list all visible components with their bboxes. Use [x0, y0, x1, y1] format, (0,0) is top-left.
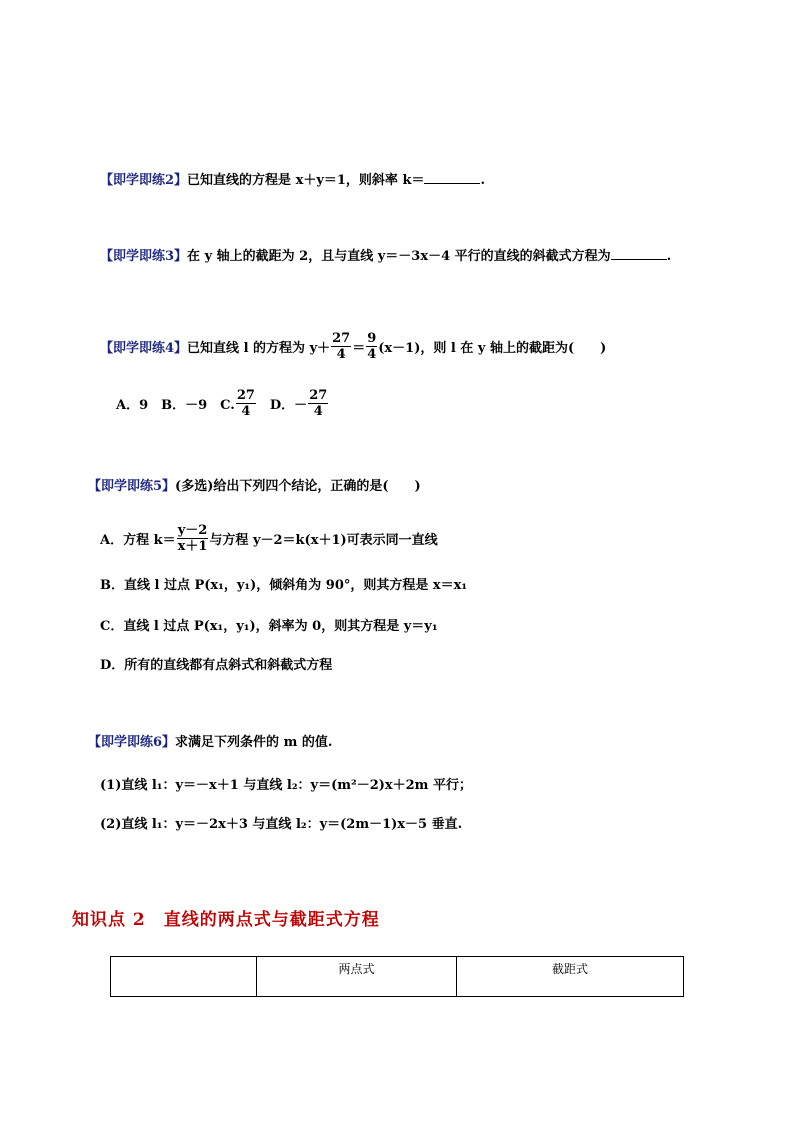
denominator: 4	[313, 404, 323, 419]
option-b: B．直线 l 过点 P(x₁，y₁)，倾斜角为 90°，则其方程是 x＝x₁	[100, 578, 468, 593]
knowledge-table	[110, 956, 684, 997]
option-text: A．方程 k＝	[100, 533, 176, 548]
exercise-text: (多选)给出下列四个结论，正确的是( )	[175, 479, 421, 494]
section-heading: 知识点 2 直线的两点式与截距式方程	[72, 910, 380, 930]
exercise-3	[100, 247, 671, 267]
exercise-tag: 【即学即练5】	[88, 479, 176, 494]
equals-sign: ＝	[352, 341, 366, 356]
denominator: 4	[241, 404, 251, 419]
numerator: y－2	[177, 523, 208, 538]
exercise-5	[88, 477, 421, 497]
exercise-tag: 【即学即练2】	[100, 173, 188, 188]
exercise-4-options	[116, 390, 329, 421]
exercise-6-part-1: (1)直线 l₁：y＝－x＋1 与直线 l₂：y＝(m²－2)x＋2m 平行；	[100, 778, 472, 793]
exercise-text: (x－1)，则 l 在 y 轴上的截距为( )	[378, 341, 607, 356]
exercise-text: 已知直线的方程是 x＋y＝1，则斜率 k＝	[187, 173, 425, 188]
option-text: A．9 B．－9 C.	[116, 398, 235, 413]
option-text: D．－	[256, 398, 308, 413]
fraction	[177, 523, 209, 554]
option-a	[100, 525, 438, 556]
exercise-4	[100, 333, 606, 364]
fraction	[366, 331, 377, 362]
exercise-tag: 【即学即练3】	[100, 249, 188, 264]
answer-blank	[611, 247, 667, 260]
option-c: C．直线 l 过点 P(x₁，y₁)，斜率为 0，则其方程是 y＝y₁	[100, 619, 438, 634]
denominator: 4	[367, 347, 377, 362]
exercise-tag: 【即学即练4】	[100, 341, 188, 356]
numerator: 27	[332, 331, 351, 346]
table-header-cell: 两点式	[257, 957, 457, 997]
exercise-text: 在 y 轴上的截距为 2，且与直线 y＝－3x－4 平行的直线的斜截式方程为	[187, 249, 611, 264]
exercise-6-part-2: (2)直线 l₁：y＝－2x＋3 与直线 l₂：y＝(2m－1)x－5 垂直.	[100, 817, 463, 832]
fraction	[308, 388, 328, 419]
table-header-cell	[111, 957, 257, 997]
table-row	[111, 957, 684, 997]
answer-blank	[424, 171, 480, 184]
fraction	[236, 388, 256, 419]
exercise-2	[100, 171, 485, 191]
exercise-6	[88, 733, 332, 753]
punct: .	[666, 249, 672, 264]
exercise-tag: 【即学即练6】	[88, 735, 176, 750]
fraction	[331, 331, 351, 362]
denominator: 4	[336, 347, 346, 362]
numerator: 27	[309, 388, 328, 403]
option-d: D．所有的直线都有点斜式和斜截式方程	[100, 658, 333, 673]
option-text: 与方程 y－2＝k(x＋1)可表示同一直线	[209, 533, 438, 548]
exercise-text: 求满足下列条件的 m 的值.	[175, 735, 333, 750]
numerator: 9	[367, 331, 377, 346]
denominator: x＋1	[177, 539, 208, 554]
punct: .	[480, 173, 485, 188]
table-header-cell: 截距式	[457, 957, 684, 997]
exercise-text: 已知直线 l 的方程为 y＋	[187, 341, 331, 356]
numerator: 27	[236, 388, 255, 403]
